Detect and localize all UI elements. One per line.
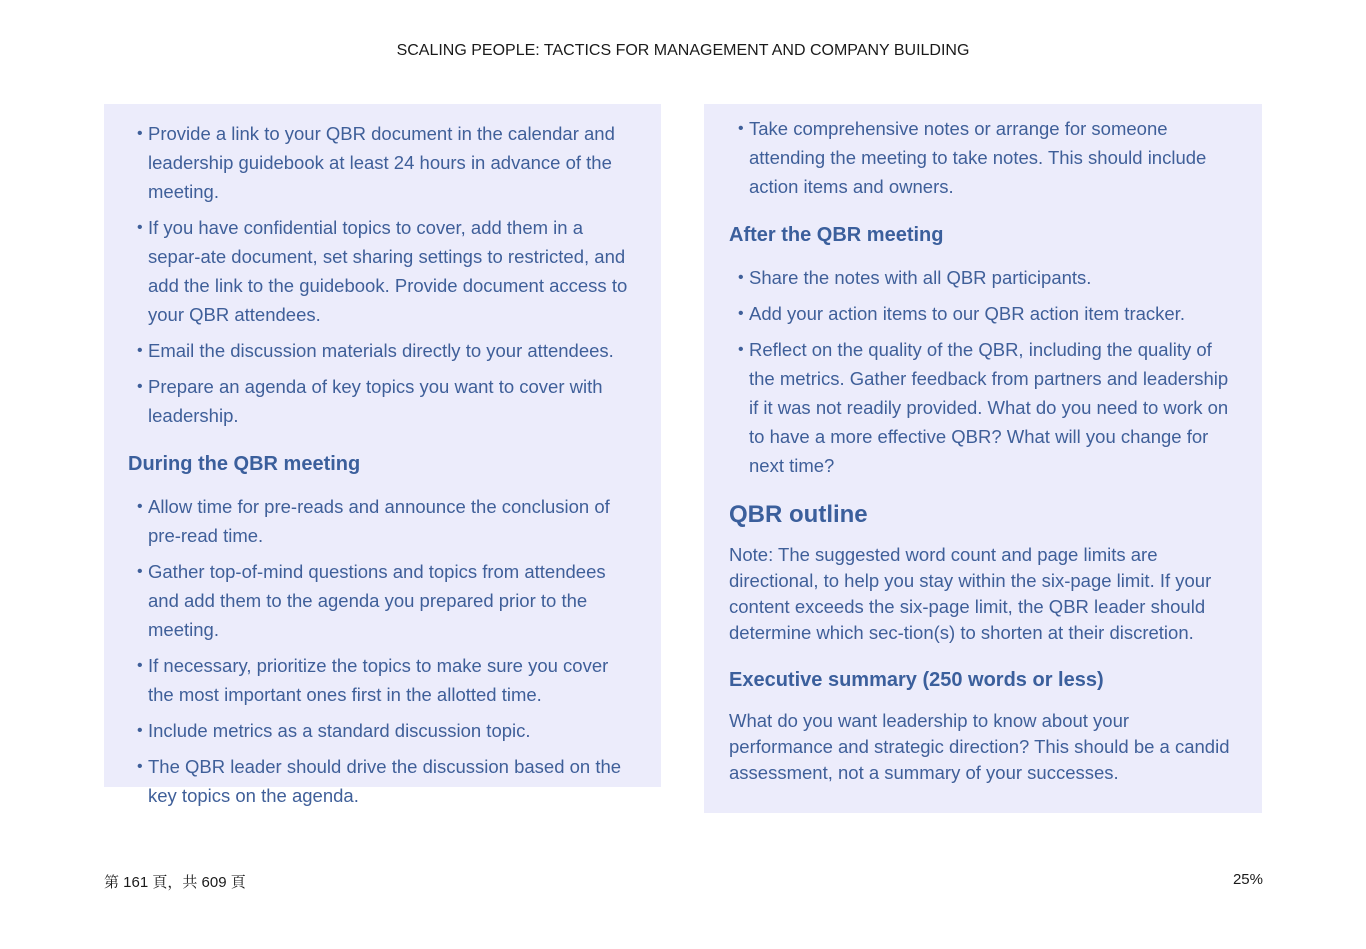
outline-note-paragraph: Note: The suggested word count and page limits are directional, to help you stay within the six-page limit. If your content exceeds the six-page limit, the QBR leader should determine which sec-tion(s) to shorten at their discretion. [729,544,1212,643]
list-item: • The QBR leader should drive the discussion based on the key topics on the agenda. [138,752,637,810]
running-header-title: SCALING PEOPLE: TACTICS FOR MANAGEMENT AND COMPANY BUILDING [396,42,970,59]
continued-list [729,114,1238,201]
list-item: • Allow time for pre-reads and announce the conclusion of pre-read time. [138,492,637,550]
list-item: • Gather top-of-mind questions and topics from attendees and add them to the agenda you prepared prior to the meeting. [138,557,637,644]
list-item: • If necessary, prioritize the topics to make sure you cover the most important ones first in the allotted time. [138,651,637,709]
list-item: • Include metrics as a standard discussion topic. [138,716,637,745]
list-item: • Take comprehensive notes or arrange for someone attending the meeting to take notes. This should include action items and owners. [739,114,1238,201]
reading-progress: 25% [1232,871,1263,888]
left-sidebar-box [104,104,661,806]
after-meeting-list [729,263,1238,480]
during-meeting-list [128,492,637,810]
executive-summary-heading: Executive summary (250 words or less) [729,669,1104,691]
page-indicator: 第 161 頁，共 609 頁 [104,874,246,891]
after-meeting-heading: After the QBR meeting [729,224,944,246]
list-item: • Share the notes with all QBR participants. [739,263,1238,292]
list-item: • Reflect on the quality of the QBR, including the quality of the metrics. Gather feedback from partners and leadership if it was not readily provided. What do you need to work on to have a more effective QBR? What will you change for next time? [739,335,1238,480]
before-meeting-list [128,119,637,430]
executive-summary-paragraph: What do you want leadership to know about your performance and strategic direction? This should be a candid assessment, not a summary of your successes. [729,710,1230,783]
list-item: • Add your action items to our QBR action item tracker. [739,299,1238,328]
list-item: • Provide a link to your QBR document in the calendar and leadership guidebook at least 24 hours in advance of the meeting. [138,119,637,206]
during-meeting-heading: During the QBR meeting [128,453,361,475]
list-item: • If you have confidential topics to cover, add them in a separ-ate document, set sharing settings to restricted, and add the link to the guidebook. Provide document access to your QBR attendees. [138,213,637,329]
qbr-outline-heading: QBR outline [729,501,868,528]
list-item: • Email the discussion materials directly to your attendees. [138,336,637,365]
list-item: • Prepare an agenda of key topics you want to cover with leadership. [138,372,637,430]
right-sidebar-box [704,104,1262,813]
